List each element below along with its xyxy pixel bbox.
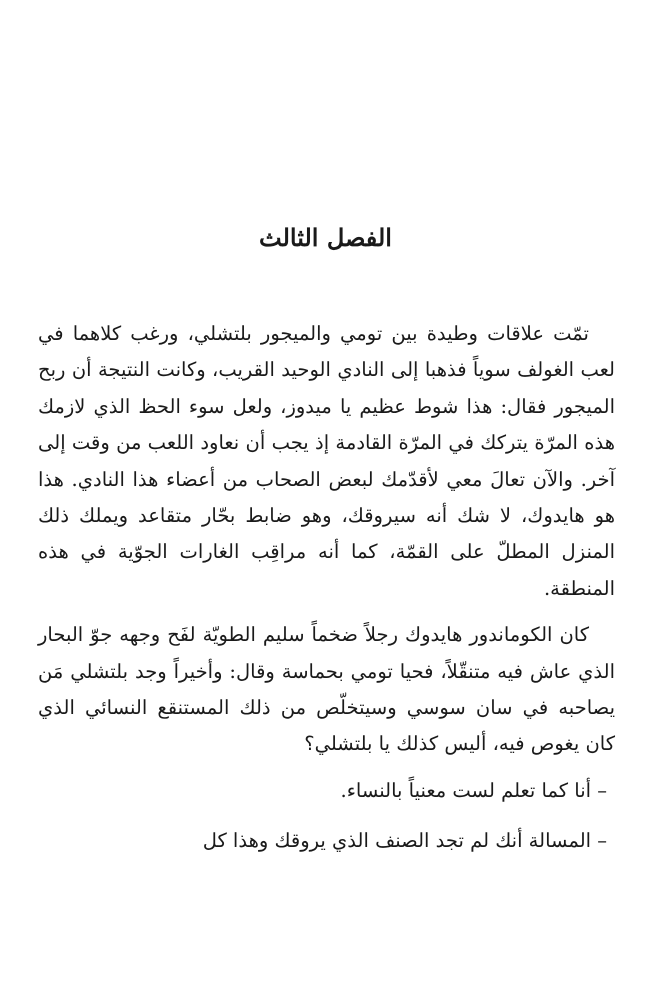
paragraph: تمّت علاقات وطيدة بين تومي والميجور بلتشلي، ورغب كلاهما في لعب الغولف سوياً فذهبا إلى النادي الوحيد القريب، وكانت النتيجة أن ربح الميجور فقال: هذا شوط عظيم يا ميدوز، ولعل سوء الحظ الذي لازمك هذه المرّة يتركك في المرّة القادمة إذ يجب أن نعاود اللعب من وقت إلى آخر. والآن تعالَ معي لأقدّمك لبعض الصحاب من أعضاء هذا النادي. هذا هو هايدوك، لا شك أنه سيروقك، وهو ضابط بحّار متقاعد ويملك ذلك المنزل المطلّ على القمّة، كما أنه مراقِب الغارات الجوّية في هذه المنطقة. <box>38 322 615 600</box>
dialogue-line: – أنا كما تعلم لست معنياً بالنساء. <box>340 778 607 802</box>
chapter-title: الفصل الثالث <box>259 223 392 253</box>
paragraph: كان الكوماندور هايدوك رجلاً ضخماً سليم الطويّة لفَح وجهه جوّ البحار الذي عاش فيه متنقّلاً، فحيا تومي بحماسة وقال: وأخيراً وجد بلتشلي مَن يصاحبه في سان سوسي وسيتخلّص من ذلك المستنقع النسائي الذي كان يغوص فيه، أليس كذلك يا بلتشلي؟ <box>38 623 615 756</box>
chapter-body <box>38 316 615 860</box>
dialogue-line: – المسالة أنك لم تجد الصنف الذي يروقك وهذا كل <box>202 829 607 853</box>
